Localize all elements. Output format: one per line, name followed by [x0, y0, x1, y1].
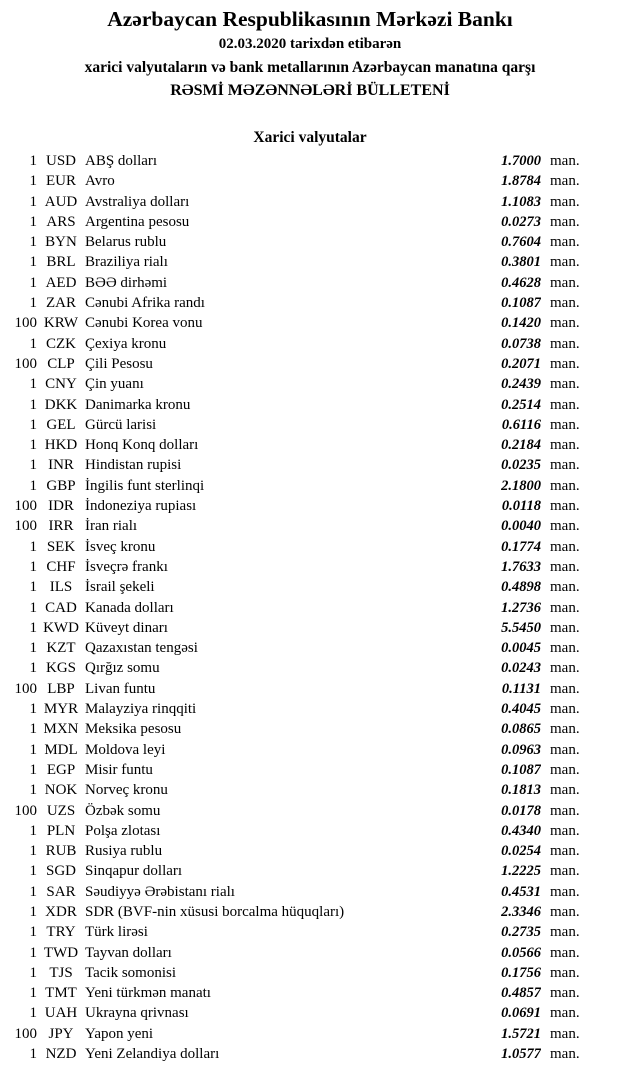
quantity-cell: 1 [29, 335, 37, 352]
currency-name-cell: Malayziya rinqqiti [85, 701, 197, 718]
currency-row [0, 577, 620, 597]
quantity-cell: 1 [29, 782, 37, 799]
currency-name-cell: BƏƏ dirhəmi [85, 274, 168, 291]
quantity-cell: 1 [29, 274, 37, 291]
currency-name-cell: Norveç kronu [85, 782, 168, 799]
currency-row [0, 537, 620, 557]
currency-row [0, 354, 620, 374]
rate-cell: 0.0273 [501, 213, 541, 230]
unit-cell: man. [550, 903, 580, 920]
currency-code-cell: SEK [46, 538, 76, 555]
unit-cell: man. [550, 822, 580, 839]
unit-cell: man. [550, 883, 580, 900]
currency-name-cell: Belarus rublu [85, 234, 167, 251]
rate-cell: 0.4531 [501, 883, 541, 900]
unit-cell: man. [550, 457, 580, 474]
currency-code-cell: INR [48, 457, 74, 474]
quantity-cell: 1 [29, 924, 37, 941]
currency-code-cell: XDR [45, 903, 77, 920]
quantity-cell: 1 [29, 213, 37, 230]
rate-cell: 0.0118 [501, 498, 541, 515]
currency-row [0, 699, 620, 719]
currency-row [0, 943, 620, 963]
bank-title: Azərbaycan Respublikasının Mərkəzi Bankı [107, 7, 513, 31]
currency-code-cell: RUB [45, 843, 77, 860]
quantity-cell: 100 [14, 315, 37, 332]
currency-name-cell: Cənubi Afrika randı [85, 295, 205, 312]
quantity-cell: 1 [29, 619, 37, 636]
quantity-cell: 100 [14, 802, 37, 819]
unit-cell: man. [550, 640, 580, 657]
unit-cell: man. [550, 944, 580, 961]
currency-code-cell: MYR [43, 701, 79, 718]
currency-code-cell: AUD [44, 193, 78, 210]
rate-cell: 1.5721 [501, 1025, 541, 1042]
unit-cell: man. [550, 964, 580, 981]
unit-cell: man. [550, 680, 580, 697]
rate-cell: 0.0243 [501, 660, 541, 677]
quantity-cell: 1 [29, 558, 37, 575]
currency-name-cell: Polşa zlotası [85, 822, 161, 839]
unit-cell: man. [550, 985, 580, 1002]
currency-name-cell: Yeni Zelandiya dolları [85, 1046, 220, 1063]
currency-code-cell: IDR [48, 498, 74, 515]
currency-row [0, 496, 620, 516]
currency-row [0, 212, 620, 232]
currency-name-cell: ABŞ dolları [85, 153, 158, 169]
quantity-cell: 1 [29, 599, 37, 616]
rate-cell: 0.4898 [501, 579, 541, 596]
currency-name-cell: Türk lirəsi [85, 924, 148, 941]
bulletin-title: RƏSMİ MƏZƏNNƏLƏRİ BÜLLETENİ [170, 82, 450, 99]
rate-cell: 0.2514 [501, 396, 541, 413]
unit-cell: man. [550, 213, 580, 230]
rate-cell: 0.0738 [501, 335, 541, 352]
rate-cell: 0.0254 [501, 843, 541, 860]
quantity-cell: 1 [29, 579, 37, 596]
currency-name-cell: Çili Pesosu [85, 355, 153, 372]
currency-name-cell: İran rialı [85, 518, 138, 535]
currency-code-cell: PLN [46, 822, 76, 839]
unit-cell: man. [550, 619, 580, 636]
currency-row [0, 658, 620, 678]
currency-row [0, 192, 620, 212]
currency-code-cell: TRY [46, 924, 76, 941]
currency-row [0, 719, 620, 739]
unit-cell: man. [550, 193, 580, 210]
unit-cell: man. [550, 741, 580, 758]
currency-code-cell: TWD [43, 944, 79, 961]
rate-cell: 0.2439 [501, 376, 541, 393]
currency-row [0, 841, 620, 861]
currency-row [0, 679, 620, 699]
quantity-cell: 100 [14, 498, 37, 515]
currency-code-cell: CLP [47, 355, 75, 372]
rate-cell: 0.1087 [501, 295, 541, 312]
unit-cell: man. [550, 802, 580, 819]
currency-name-cell: Çexiya kronu [85, 335, 167, 352]
currency-code-cell: BRL [46, 254, 76, 271]
unit-cell: man. [550, 660, 580, 677]
rate-cell: 0.6116 [501, 416, 541, 433]
currency-name-cell: Argentina pesosu [85, 213, 190, 230]
rate-cell: 2.1800 [501, 477, 541, 494]
currency-name-cell: Hindistan rupisi [85, 457, 182, 474]
unit-cell: man. [550, 173, 580, 190]
currency-table [0, 151, 620, 1064]
unit-cell: man. [550, 782, 580, 799]
quantity-cell: 1 [29, 538, 37, 555]
quantity-cell: 1 [29, 1046, 37, 1063]
currency-name-cell: Gürcü larisi [85, 416, 157, 433]
currency-name-cell: Ukrayna qrivnası [85, 1005, 189, 1022]
rate-cell: 1.7633 [501, 558, 541, 575]
rate-cell: 0.0040 [501, 518, 541, 535]
unit-cell: man. [550, 477, 580, 494]
section-title-foreign-currencies: Xarici valyutalar [253, 129, 367, 146]
currency-code-cell: ZAR [46, 295, 76, 312]
currency-name-cell: SDR (BVF-nin xüsusi borcalma hüquqları) [85, 903, 345, 920]
currency-row [0, 598, 620, 618]
currency-name-cell: Avstraliya dolları [85, 193, 190, 210]
quantity-cell: 1 [29, 903, 37, 920]
currency-code-cell: GBP [46, 477, 76, 494]
quantity-cell: 100 [14, 1025, 37, 1042]
rate-cell: 0.0045 [501, 640, 541, 657]
quantity-cell: 100 [14, 680, 37, 697]
quantity-cell: 1 [29, 863, 37, 880]
currency-name-cell: Braziliya rialı [85, 254, 168, 271]
currency-row [0, 902, 620, 922]
currency-code-cell: ARS [46, 213, 76, 230]
quantity-cell: 1 [29, 193, 37, 210]
currency-code-cell: SGD [45, 863, 76, 880]
quantity-cell: 1 [29, 153, 37, 169]
rate-cell: 0.0963 [501, 741, 541, 758]
currency-row [0, 557, 620, 577]
unit-cell: man. [550, 863, 580, 880]
rate-cell: 0.1756 [501, 964, 541, 981]
currency-code-cell: KWD [43, 619, 79, 636]
currency-row [0, 273, 620, 293]
currency-name-cell: İsrail şekeli [85, 579, 155, 596]
unit-cell: man. [550, 924, 580, 941]
currency-code-cell: KRW [43, 315, 79, 332]
quantity-cell: 1 [29, 396, 37, 413]
currency-name-cell: İsveç kronu [85, 538, 156, 555]
currency-row [0, 313, 620, 333]
rate-cell: 1.0577 [501, 1046, 541, 1063]
currency-name-cell: Danimarka kronu [85, 396, 191, 413]
currency-name-cell: Sinqapur dolları [85, 863, 183, 880]
rate-cell: 0.7604 [501, 234, 541, 251]
rate-cell: 0.1420 [501, 315, 541, 332]
currency-name-cell: Qazaxıstan tengəsi [85, 640, 198, 657]
quantity-cell: 1 [29, 883, 37, 900]
unit-cell: man. [550, 355, 580, 372]
unit-cell: man. [550, 153, 580, 169]
currency-code-cell: CHF [46, 558, 76, 575]
quantity-cell: 1 [29, 741, 37, 758]
currency-name-cell: Yeni türkmən manatı [85, 985, 211, 1002]
currency-row [0, 415, 620, 435]
bulletin-subtitle: xarici valyutaların və bank metallarının Azərbaycan manatına qarşı [84, 59, 536, 76]
currency-name-cell: İngilis funt sterlinqi [85, 477, 205, 494]
quantity-cell: 1 [29, 295, 37, 312]
quantity-cell: 1 [29, 376, 37, 393]
effective-date: 02.03.2020 tarixdən etibarən [218, 36, 402, 52]
currency-row [0, 638, 620, 658]
quantity-cell: 1 [29, 964, 37, 981]
rate-cell: 1.2225 [501, 863, 541, 880]
unit-cell: man. [550, 396, 580, 413]
currency-row [0, 1003, 620, 1023]
rate-cell: 1.1083 [501, 193, 541, 210]
quantity-cell: 1 [29, 640, 37, 657]
currency-row [0, 760, 620, 780]
currency-name-cell: Cənubi Korea vonu [85, 315, 203, 332]
currency-name-cell: İsveçrə frankı [85, 558, 168, 575]
unit-cell: man. [550, 254, 580, 271]
rate-cell: 0.2184 [501, 437, 541, 454]
currency-name-cell: Avro [85, 173, 115, 190]
currency-name-cell: Küveyt dinarı [85, 619, 168, 636]
rate-cell: 0.4857 [501, 985, 541, 1002]
currency-row [0, 861, 620, 881]
currency-name-cell: Honq Konq dolları [85, 437, 199, 454]
currency-name-cell: Yapon yeni [85, 1025, 154, 1042]
unit-cell: man. [550, 579, 580, 596]
unit-cell: man. [550, 274, 580, 291]
quantity-cell: 1 [29, 1005, 37, 1022]
quantity-cell: 1 [29, 761, 37, 778]
quantity-cell: 1 [29, 457, 37, 474]
unit-cell: man. [550, 335, 580, 352]
currency-name-cell: Misir funtu [85, 761, 153, 778]
currency-name-cell: Tayvan dolları [85, 944, 172, 961]
quantity-cell: 1 [29, 437, 37, 454]
currency-code-cell: LBP [47, 680, 75, 697]
rate-cell: 0.1087 [501, 761, 541, 778]
quantity-cell: 1 [29, 843, 37, 860]
unit-cell: man. [550, 416, 580, 433]
currency-row [0, 1024, 620, 1044]
quantity-cell: 1 [29, 721, 37, 738]
rate-cell: 2.3346 [501, 903, 541, 920]
quantity-cell: 1 [29, 944, 37, 961]
rate-cell: 0.4628 [501, 274, 541, 291]
unit-cell: man. [550, 558, 580, 575]
rate-cell: 0.0566 [501, 944, 541, 961]
unit-cell: man. [550, 721, 580, 738]
currency-row [0, 780, 620, 800]
unit-cell: man. [550, 761, 580, 778]
currency-code-cell: JPY [48, 1025, 74, 1042]
currency-code-cell: EGP [46, 761, 76, 778]
unit-cell: man. [550, 1025, 580, 1042]
currency-code-cell: CZK [46, 335, 76, 352]
currency-name-cell: Səudiyyə Ərəbistanı rialı [85, 883, 235, 900]
currency-code-cell: AED [45, 274, 77, 291]
rate-cell: 0.0178 [501, 802, 541, 819]
currency-code-cell: KZT [46, 640, 76, 657]
unit-cell: man. [550, 1046, 580, 1063]
currency-name-cell: Özbək somu [85, 802, 161, 819]
currency-row [0, 922, 620, 942]
currency-name-cell: Meksika pesosu [85, 721, 182, 738]
unit-cell: man. [550, 843, 580, 860]
currency-code-cell: TMT [45, 985, 77, 1002]
currency-name-cell: Livan funtu [85, 680, 156, 697]
rate-cell: 0.3801 [501, 254, 541, 271]
quantity-cell: 1 [29, 701, 37, 718]
quantity-cell: 1 [29, 254, 37, 271]
unit-cell: man. [550, 315, 580, 332]
currency-code-cell: UZS [46, 802, 76, 819]
currency-code-cell: NZD [45, 1046, 77, 1063]
currency-code-cell: HKD [44, 437, 78, 454]
quantity-cell: 1 [29, 234, 37, 251]
rate-cell: 0.0235 [501, 457, 541, 474]
currency-code-cell: KGS [45, 660, 76, 677]
currency-code-cell: NOK [44, 782, 78, 799]
currency-row [0, 618, 620, 638]
unit-cell: man. [550, 295, 580, 312]
currency-row [0, 963, 620, 983]
quantity-cell: 1 [29, 660, 37, 677]
unit-cell: man. [550, 234, 580, 251]
rate-cell: 5.5450 [501, 619, 541, 636]
currency-name-cell: Rusiya rublu [85, 843, 163, 860]
unit-cell: man. [550, 538, 580, 555]
rate-cell: 0.0691 [501, 1005, 541, 1022]
currency-code-cell: DKK [44, 396, 78, 413]
quantity-cell: 1 [29, 985, 37, 1002]
currency-code-cell: UAH [44, 1005, 78, 1022]
quantity-cell: 1 [29, 822, 37, 839]
currency-row [0, 821, 620, 841]
quantity-cell: 1 [29, 416, 37, 433]
unit-cell: man. [550, 376, 580, 393]
rate-cell: 1.2736 [501, 599, 541, 616]
currency-row [0, 740, 620, 760]
currency-row [0, 516, 620, 536]
currency-name-cell: Moldova leyi [85, 741, 166, 758]
currency-name-cell: Çin yuanı [85, 376, 144, 393]
currency-row [0, 151, 620, 171]
currency-code-cell: EUR [46, 173, 76, 190]
currency-row [0, 1044, 620, 1064]
currency-code-cell: ILS [49, 579, 73, 596]
currency-row [0, 455, 620, 475]
currency-row [0, 801, 620, 821]
rate-cell: 0.2071 [501, 355, 541, 372]
unit-cell: man. [550, 498, 580, 515]
currency-row [0, 232, 620, 252]
rate-cell: 0.2735 [501, 924, 541, 941]
quantity-cell: 1 [29, 173, 37, 190]
currency-row [0, 395, 620, 415]
currency-row [0, 334, 620, 354]
currency-row [0, 293, 620, 313]
unit-cell: man. [550, 437, 580, 454]
unit-cell: man. [550, 599, 580, 616]
rate-cell: 1.8784 [501, 173, 541, 190]
unit-cell: man. [550, 518, 580, 535]
currency-name-cell: İndoneziya rupiası [85, 498, 197, 515]
currency-code-cell: USD [45, 153, 76, 169]
unit-cell: man. [550, 1005, 580, 1022]
rate-cell: 1.7000 [501, 153, 541, 169]
unit-cell: man. [550, 701, 580, 718]
quantity-cell: 1 [29, 477, 37, 494]
currency-code-cell: CAD [45, 599, 77, 616]
quantity-cell: 100 [14, 518, 37, 535]
rate-cell: 0.0865 [501, 721, 541, 738]
currency-code-cell: MXN [43, 721, 79, 738]
currency-code-cell: TJS [49, 964, 73, 981]
currency-row [0, 374, 620, 394]
currency-row [0, 882, 620, 902]
rate-cell: 0.4045 [501, 701, 541, 718]
rate-cell: 0.1813 [501, 782, 541, 799]
currency-code-cell: SAR [46, 883, 76, 900]
currency-name-cell: Tacik somonisi [85, 964, 177, 981]
rate-cell: 0.4340 [501, 822, 541, 839]
currency-row [0, 171, 620, 191]
rate-cell: 0.1774 [501, 538, 541, 555]
currency-code-cell: BYN [45, 234, 77, 251]
currency-code-cell: MDL [44, 741, 78, 758]
currency-row [0, 983, 620, 1003]
currency-code-cell: CNY [45, 376, 77, 393]
rate-cell: 0.1131 [501, 680, 541, 697]
currency-name-cell: Qırğız somu [85, 660, 160, 677]
currency-code-cell: IRR [48, 518, 74, 535]
currency-code-cell: GEL [46, 416, 76, 433]
currency-row [0, 435, 620, 455]
currency-row [0, 252, 620, 272]
currency-name-cell: Kanada dolları [85, 599, 174, 616]
currency-row [0, 476, 620, 496]
quantity-cell: 100 [14, 355, 37, 372]
